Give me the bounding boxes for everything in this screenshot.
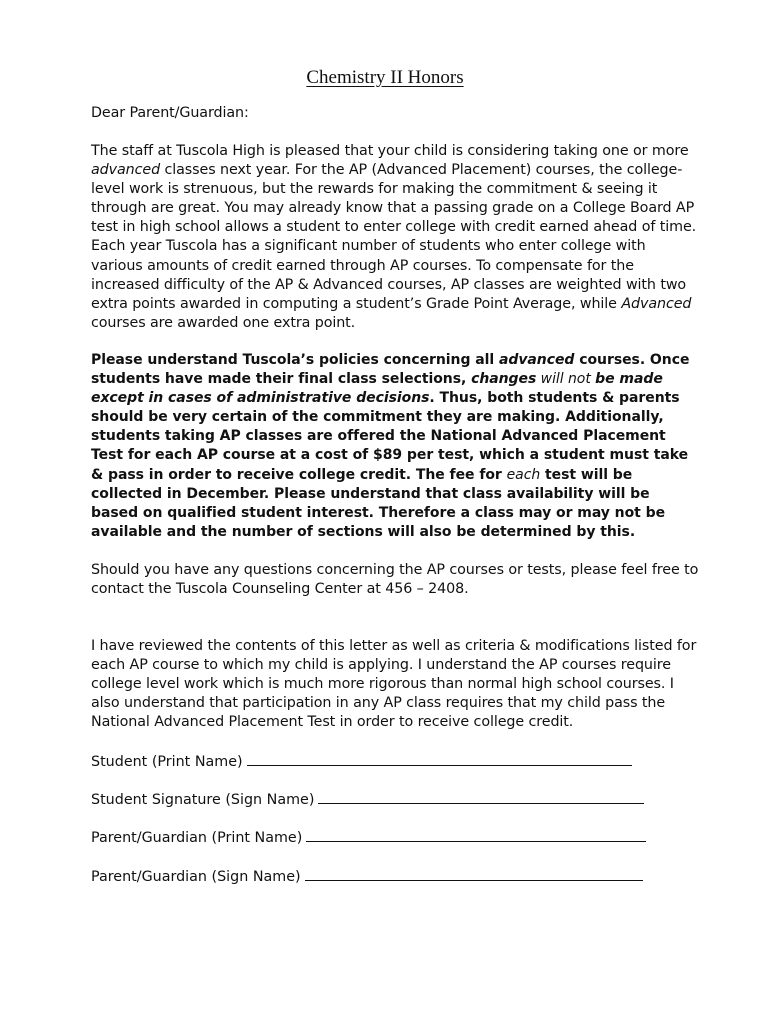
signature-line[interactable] [247, 751, 632, 766]
parent-print-name-field[interactable] [91, 827, 646, 848]
field-label: Student Signature (Sign Name) [91, 792, 315, 808]
paragraph-contact: Should you have any questions concerning the AP courses or tests, please feel free to contact the Tuscola Counseling Center at 456 – 2408. [91, 562, 699, 598]
field-label: Parent/Guardian (Sign Name) [91, 869, 301, 885]
student-signature-field[interactable] [91, 789, 644, 810]
parent-signature-field[interactable] [91, 866, 643, 887]
paragraph-intro: The staff at Tuscola High is pleased that your child is considering taking one or more advanced classes next year. For the AP (Advanced Placement) courses, the college-level work is strenuous, but the rewards for making the commitment & seeing it through are great. You may already know that a passing grade on a College Board AP test in high school allows a student to enter college with credit earned ahead of time. Each year Tuscola has a significant number of students who enter college with various amounts of credit earned through AP courses. To compensate for the increased difficulty of the AP & Advanced courses, AP classes are weighted with two extra points awarded in computing a student’s Grade Point Average, while Advanced courses are awarded one extra point. [91, 143, 697, 331]
page-title: Chemistry II Honors [306, 67, 464, 88]
paragraph-acknowledgement: I have reviewed the contents of this letter as well as criteria & modifications listed for each AP course to which my child is applying. I understand the AP courses require college level work which is much more rigorous than normal high school courses. I also understand that participation in any AP class requires that my child pass the National Advanced Placement Test in order to receive college credit. [91, 638, 697, 731]
field-label: Student (Print Name) [91, 754, 243, 770]
signature-line[interactable] [306, 827, 646, 842]
signature-line[interactable] [305, 866, 643, 881]
student-print-name-field[interactable] [91, 751, 632, 772]
signature-line[interactable] [318, 789, 644, 804]
paragraph-policies: Please understand Tuscola’s policies concerning all advanced courses. Once students have made their final class selections, changes will not be made except in cases of administrative decisions. Thus, both students & parents should be very certain of the commitment they are making. Additionally, students taking AP classes are offered the National Advanced Placement Test for each AP course at a cost of $89 per test, which a student must take & pass in order to receive college credit. The fee for each test will be collected in December. Please understand that class availability will be based on qualified student interest. Therefore a class may or may not be available and the number of sections will also be determined by this. [91, 352, 690, 540]
salutation: Dear Parent/Guardian: [91, 105, 249, 121]
field-label: Parent/Guardian (Print Name) [91, 830, 303, 846]
